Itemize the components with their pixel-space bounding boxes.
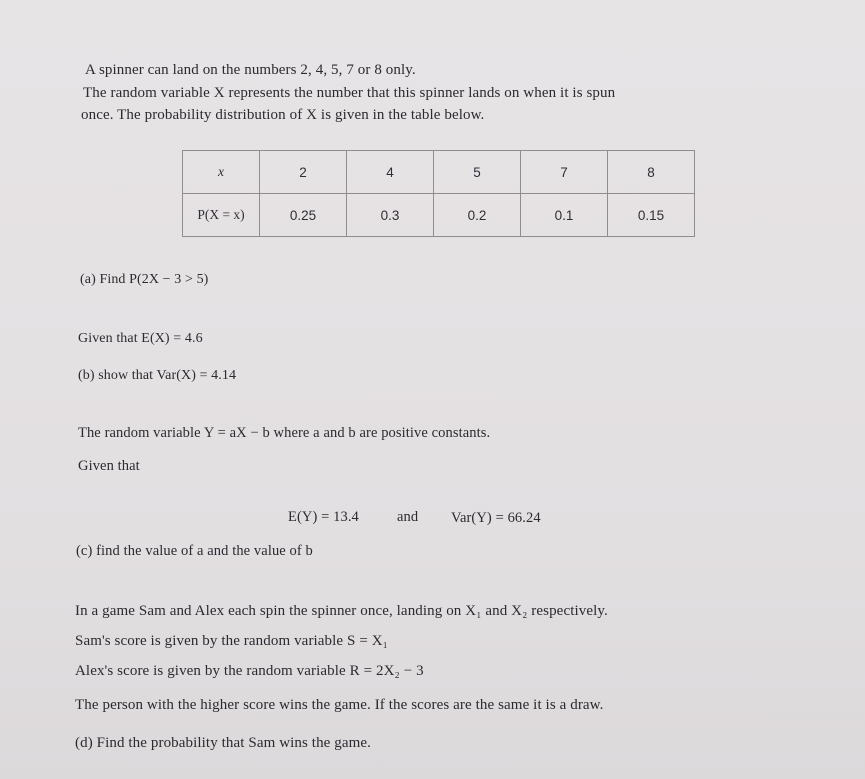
given-that-label: Given that <box>78 458 140 474</box>
y-definition: The random variable Y = aX − b where a and b are positive constants. <box>78 425 491 441</box>
given-expectation-x: Given that E(X) = 4.6 <box>78 331 203 346</box>
x-value-cell: 5 <box>434 151 521 194</box>
probability-cell: 0.2 <box>434 194 521 237</box>
probability-cell: 0.25 <box>260 194 347 237</box>
probability-cell: 0.1 <box>521 194 608 237</box>
win-rule: The person with the higher score wins the game. If the scores are the same it is a draw. <box>75 697 604 713</box>
row-label-x: x <box>183 151 260 194</box>
row-label-probability: P(X = x) <box>183 194 260 237</box>
x-value-cell: 8 <box>608 151 695 194</box>
x-value-cell: 4 <box>347 151 434 194</box>
intro-line-1: A spinner can land on the numbers 2, 4, 5, 7 or 8 only. <box>85 62 416 78</box>
part-c-question: (c) find the value of a and the value of b <box>76 543 313 559</box>
alex-score-definition: Alex's score is given by the random variable R = 2X₂ − 3 <box>75 663 424 679</box>
probability-cell: 0.3 <box>347 194 434 237</box>
x-value-cell: 2 <box>260 151 347 194</box>
variance-y: Var(Y) = 66.24 <box>451 510 541 526</box>
and-connector: and <box>397 509 419 525</box>
intro-line-2: The random variable X represents the number that this spinner lands on when it is spun <box>83 85 616 101</box>
part-b-question: (b) show that Var(X) = 4.14 <box>78 368 237 383</box>
intro-line-3: once. The probability distribution of X is given in the table below. <box>81 107 485 123</box>
sam-score-definition: Sam's score is given by the random variable S = X₁ <box>75 633 388 649</box>
table-row-x <box>183 151 695 194</box>
table-row-probability <box>183 194 695 237</box>
part-a-question: (a) Find P(2X − 3 > 5) <box>80 272 209 287</box>
part-d-question: (d) Find the probability that Sam wins the game. <box>75 735 372 751</box>
x-value-cell: 7 <box>521 151 608 194</box>
probability-cell: 0.15 <box>608 194 695 237</box>
game-description: In a game Sam and Alex each spin the spinner once, landing on X₁ and X₂ respectively. <box>75 603 608 619</box>
probability-distribution-table <box>182 150 695 237</box>
expectation-y: E(Y) = 13.4 <box>288 509 359 525</box>
